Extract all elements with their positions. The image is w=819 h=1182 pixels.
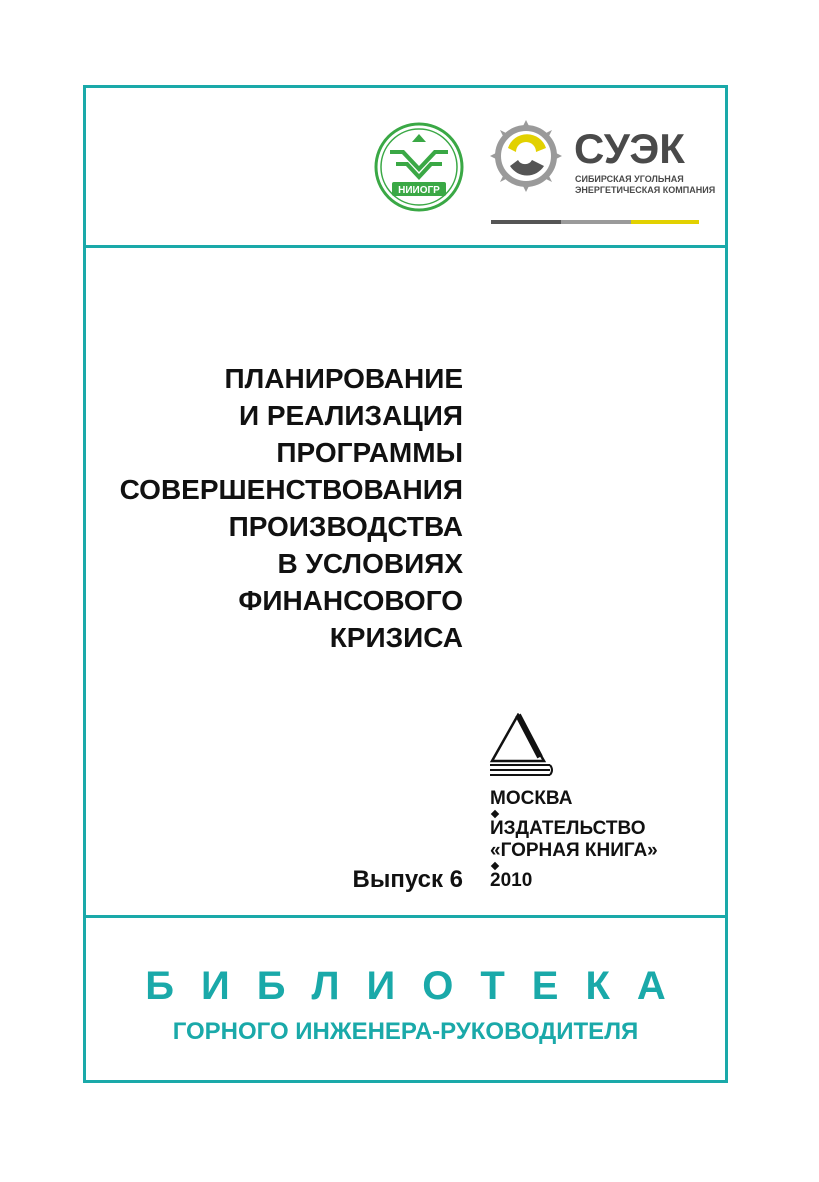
diamond-separator: [491, 862, 499, 870]
publisher-line1: ИЗДАТЕЛЬСТВО: [490, 818, 646, 839]
publisher-info: [490, 788, 658, 892]
book-title: [120, 360, 463, 656]
cover-frame: [83, 85, 728, 1083]
publisher-line2: «ГОРНАЯ КНИГА»: [490, 840, 658, 861]
suek-subtitle: [575, 174, 715, 196]
series-subtitle: ГОРНОГО ИНЖЕНЕРА-РУКОВОДИТЕЛЯ: [172, 1018, 639, 1045]
logos-area: [86, 88, 725, 248]
title-line: СОВЕРШЕНСТВОВАНИЯ: [119, 474, 463, 505]
title-line: ПРОИЗВОДСТВА: [228, 511, 463, 542]
title-line: И РЕАЛИЗАЦИЯ: [238, 400, 463, 431]
bottom-divider: [86, 915, 725, 918]
suek-name: СУЭК: [574, 125, 685, 172]
publisher-triangle-icon: [488, 713, 554, 777]
suek-gear-icon: [486, 116, 566, 196]
publisher-year: 2010: [490, 870, 533, 891]
publisher-city: МОСКВА: [490, 788, 573, 809]
title-line: ФИНАНСОВОГО: [238, 585, 463, 616]
suek-color-bar: [491, 220, 699, 224]
title-line: КРИЗИСА: [329, 622, 463, 653]
svg-text:НИИОГР: НИИОГР: [398, 185, 440, 196]
diamond-separator: [491, 810, 499, 818]
suek-subtitle-line2: ЭНЕРГЕТИЧЕСКАЯ КОМПАНИЯ: [575, 185, 716, 195]
title-line: ПРОГРАММЫ: [276, 437, 463, 468]
niiogr-logo-icon: [374, 122, 464, 212]
title-line: ПЛАНИРОВАНИЕ: [224, 363, 463, 394]
suek-subtitle-line1: СИБИРСКАЯ УГОЛЬНАЯ: [575, 174, 684, 184]
title-line: В УСЛОВИЯХ: [277, 548, 463, 579]
issue-number: Выпуск 6: [352, 866, 463, 893]
series-title: БИБЛИОТЕКА: [145, 964, 693, 1008]
